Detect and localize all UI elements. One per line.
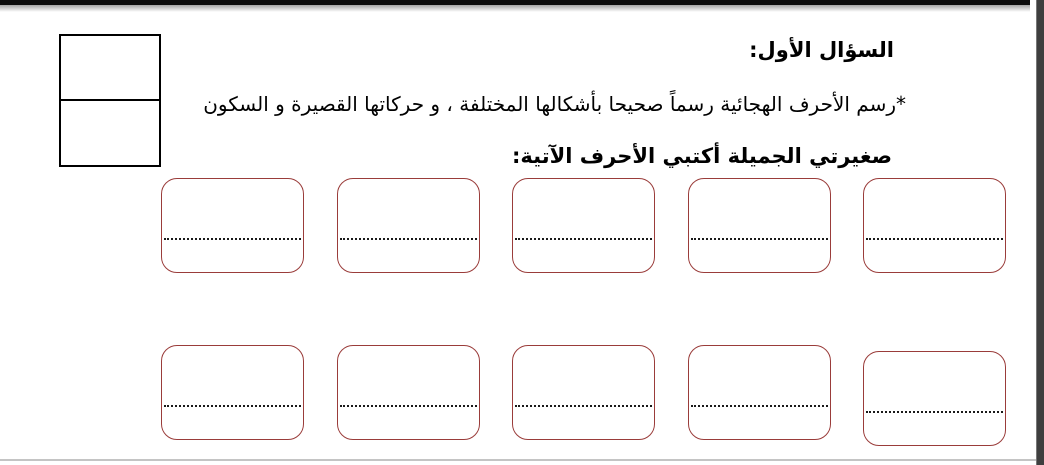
writing-guide-line	[691, 238, 828, 240]
writing-guide-line	[691, 405, 828, 407]
letter-box[interactable]	[688, 345, 831, 440]
writing-guide-line	[340, 405, 477, 407]
letter-box[interactable]	[337, 345, 480, 440]
score-table	[59, 34, 161, 167]
writing-guide-line	[340, 238, 477, 240]
score-cell-top[interactable]	[61, 36, 159, 101]
question-instruction: *رسم الأحرف الهجائية رسماً صحيحا بأشكالها المختلفة ، و حركاتها القصيرة و السكون	[203, 92, 906, 116]
letter-box[interactable]	[161, 178, 304, 273]
letter-box[interactable]	[337, 178, 480, 273]
letter-box[interactable]	[512, 345, 655, 440]
letter-box[interactable]	[161, 345, 304, 440]
score-cell-bottom[interactable]	[61, 101, 159, 166]
writing-prompt: صغيرتي الجميلة أكتبي الأحرف الآتية:	[512, 144, 892, 168]
letter-box[interactable]	[512, 178, 655, 273]
letter-box[interactable]	[863, 178, 1006, 273]
window-top-edge-shadow	[0, 5, 1030, 12]
writing-guide-line	[866, 238, 1003, 240]
writing-guide-line	[515, 238, 652, 240]
writing-guide-line	[164, 405, 301, 407]
letter-box[interactable]	[688, 178, 831, 273]
scrollbar-track[interactable]	[1036, 0, 1044, 465]
writing-guide-line	[515, 405, 652, 407]
letter-box-row-1	[161, 178, 1006, 274]
letter-box[interactable]	[863, 351, 1006, 446]
page-bottom-rule	[0, 459, 1036, 461]
writing-guide-line	[866, 411, 1003, 413]
letter-box-row-2	[161, 345, 1006, 441]
question-title: السؤال الأول:	[749, 38, 894, 62]
writing-guide-line	[164, 238, 301, 240]
